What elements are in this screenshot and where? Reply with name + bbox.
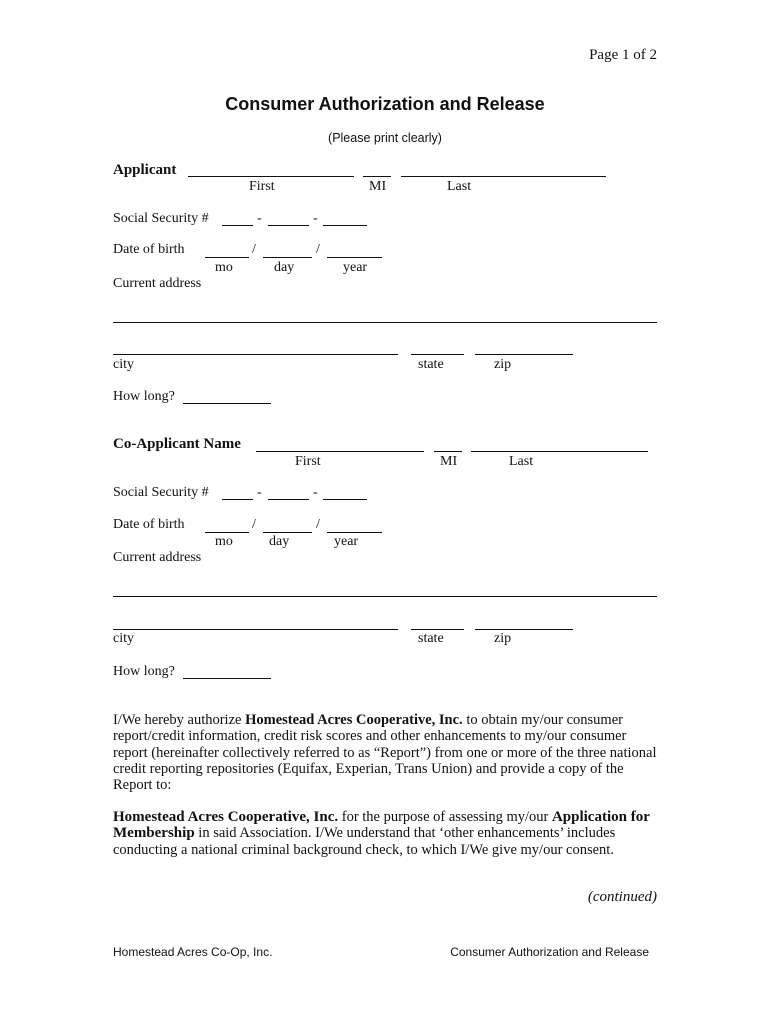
applicant-dob-label: Date of birth [113, 242, 185, 257]
authorization-text-rest: to obtain my/our consumer report/credit information, credit risk scores and other enhancements to my/our consumer report (hereinafter collectively referred to as “Report”) from one or more of the three national credit reporting repositories (Equifax, Experian, Trans Union) and provide a copy of the Report to: [113, 712, 657, 794]
co-applicant-ssn-part1-field[interactable] [222, 499, 253, 500]
applicant-zip-caption: zip [494, 357, 512, 372]
co-applicant-street-address-field[interactable] [113, 596, 657, 597]
applicant-address-label: Current address [113, 276, 202, 291]
purpose-company-name: Homestead Acres Cooperative, Inc. [113, 809, 339, 825]
ssn-dash: - [257, 211, 262, 226]
co-applicant-dob-day-caption: day [269, 534, 290, 549]
applicant-dob-mo-caption: mo [215, 260, 233, 275]
co-applicant-ssn-part3-field[interactable] [323, 499, 367, 500]
co-applicant-dob-year-caption: year [334, 534, 359, 549]
applicant-dob-year-field[interactable] [327, 257, 382, 258]
co-applicant-last-caption: Last [509, 454, 534, 469]
applicant-mi-caption: MI [369, 179, 387, 194]
applicant-how-long-field[interactable] [183, 403, 271, 404]
page-title: Consumer Authorization and Release [225, 94, 545, 114]
page-number: Page 1 of 2 [589, 47, 657, 63]
footer-right: Consumer Authorization and Release [450, 945, 649, 959]
applicant-state-caption: state [418, 357, 444, 372]
co-applicant-label: Co-Applicant Name [113, 436, 241, 452]
purpose-paragraph [113, 809, 658, 858]
co-applicant-dob-month-field[interactable] [205, 532, 249, 533]
co-applicant-how-long-label: How long? [113, 664, 175, 679]
applicant-last-caption: Last [447, 179, 472, 194]
co-applicant-dob-mo-caption: mo [215, 534, 233, 549]
co-applicant-ssn-label: Social Security # [113, 485, 209, 500]
ssn-dash: - [257, 485, 262, 500]
applicant-city-field[interactable] [113, 354, 398, 355]
purpose-text-rest: in said Association. I/We understand that ‘other enhancements’ includes conducting a national criminal background check, to which I/We give my/our consent. [113, 825, 616, 858]
applicant-city-caption: city [113, 357, 134, 372]
applicant-zip-field[interactable] [475, 354, 573, 355]
co-applicant-first-name-field[interactable] [256, 451, 424, 452]
dob-slash: / [316, 517, 320, 532]
applicant-street-address-field[interactable] [113, 322, 657, 323]
applicant-state-field[interactable] [411, 354, 464, 355]
applicant-mi-field[interactable] [363, 176, 391, 177]
footer-left: Homestead Acres Co-Op, Inc. [113, 945, 273, 959]
applicant-dob-day-caption: day [274, 260, 295, 275]
authorization-company-name: Homestead Acres Cooperative, Inc. [245, 712, 463, 728]
co-applicant-dob-label: Date of birth [113, 517, 185, 532]
co-applicant-mi-caption: MI [440, 454, 458, 469]
co-applicant-zip-caption: zip [494, 631, 512, 646]
purpose-text-mid: for the purpose of assessing my/our [338, 809, 552, 825]
page-subtitle: (Please print clearly) [328, 131, 442, 145]
co-applicant-ssn-part2-field[interactable] [268, 499, 309, 500]
applicant-last-name-field[interactable] [401, 176, 606, 177]
applicant-ssn-label: Social Security # [113, 211, 209, 226]
dob-slash: / [252, 517, 256, 532]
co-applicant-dob-day-field[interactable] [263, 532, 312, 533]
purpose-application-label: Application for Membership [113, 809, 650, 842]
co-applicant-address-label: Current address [113, 550, 202, 565]
co-applicant-last-name-field[interactable] [471, 451, 648, 452]
co-applicant-mi-field[interactable] [434, 451, 462, 452]
applicant-first-name-field[interactable] [188, 176, 354, 177]
co-applicant-city-field[interactable] [113, 629, 398, 630]
continued-note: (continued) [587, 889, 657, 905]
applicant-first-caption: First [249, 179, 275, 194]
co-applicant-dob-year-field[interactable] [327, 532, 382, 533]
co-applicant-city-caption: city [113, 631, 134, 646]
dob-slash: / [316, 242, 320, 257]
co-applicant-first-caption: First [295, 454, 321, 469]
co-applicant-state-field[interactable] [411, 629, 464, 630]
ssn-dash: - [313, 485, 318, 500]
ssn-dash: - [313, 211, 318, 226]
co-applicant-zip-field[interactable] [475, 629, 573, 630]
co-applicant-how-long-field[interactable] [183, 678, 271, 679]
dob-slash: / [252, 242, 256, 257]
applicant-ssn-part3-field[interactable] [323, 225, 367, 226]
applicant-dob-day-field[interactable] [263, 257, 312, 258]
applicant-dob-month-field[interactable] [205, 257, 249, 258]
applicant-ssn-part2-field[interactable] [268, 225, 309, 226]
applicant-dob-year-caption: year [343, 260, 368, 275]
applicant-label: Applicant [113, 162, 177, 178]
applicant-how-long-label: How long? [113, 389, 175, 404]
authorization-paragraph [113, 712, 658, 793]
co-applicant-state-caption: state [418, 631, 444, 646]
authorization-text-start: I/We hereby authorize [113, 712, 246, 728]
applicant-ssn-part1-field[interactable] [222, 225, 253, 226]
